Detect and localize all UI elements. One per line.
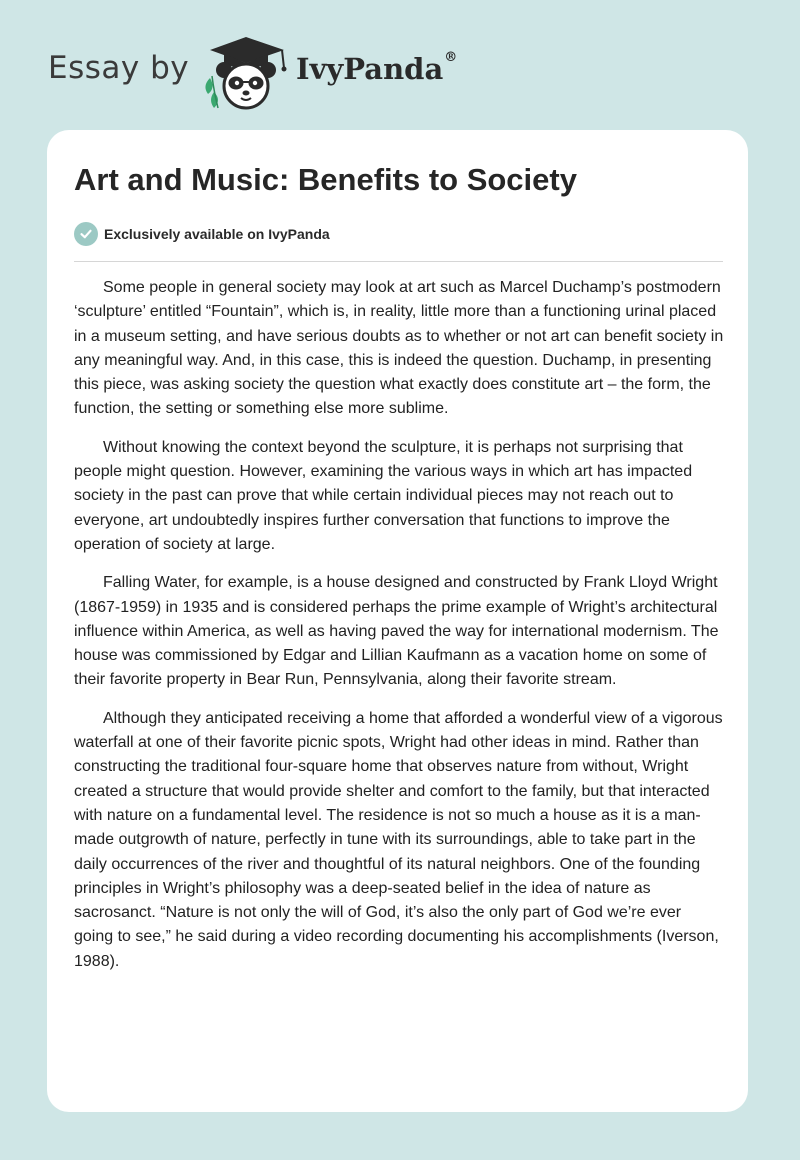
panda-graduate-logo-icon[interactable] [200, 34, 292, 110]
paragraph-1: Some people in general society may look at art such as Marcel Duchamp’s postmodern ‘sculpture’ entitled “Fountain”, which is, in reality, little more than a functioning urinal placed in a museum setting, and have serious doubts as to whether or not art can benefit society in any meaningful way. And, in this case, this is indeed the question. Duchamp, in presenting this piece, was asking society the question what exactly does constitute art – the form, the function, the setting or something else more sublime. [74, 279, 724, 418]
essay-card [47, 130, 748, 1112]
exclusive-badge-label: Exclusively available on IvyPanda [104, 226, 330, 242]
paragraph-4: Although they anticipated receiving a home that afforded a wonderful view of a vigorous waterfall at one of their favorite picnic spots, Wright had other ideas in mind. Rather than constructing the traditional four-square home that observes nature from without, Wright created a structure that would provide shelter and comfort to the family, but that interacted with nature on a fundamental level. The residence is not so much a house as it is a man-made outgrowth of nature, perfectly in tune with its surroundings, able to take part in the daily occurrences of the river and thoughtful of its natural neighbors. One of the founding principles in Wright’s philosophy was a deep-seated belief in the idea of nature as sacrosanct. “Nature is not only the will of God, it’s also the only part of God we’re ever going to see,” he said during a video recording documenting his accomplishments (Iverson, 1988). [74, 709, 723, 970]
essay-body [74, 276, 724, 988]
title-divider [74, 261, 723, 262]
check-circle-icon [74, 222, 98, 246]
paragraph-3: Falling Water, for example, is a house designed and constructed by Frank Lloyd Wright (1867-1959) in 1935 and is considered perhaps the prime example of Wright’s architectural influence within America, as well as having paved the way for international modernism. The house was commissioned by Edgar and Lillian Kaufmann as a vacation home on some of their favorite property in Bear Run, Pennsylvania, along their favorite stream. [74, 574, 719, 689]
exclusive-badge [74, 222, 330, 246]
site-header [0, 0, 800, 130]
essay-by-label: Essay by [48, 50, 190, 86]
paragraph-2: Without knowing the context beyond the sculpture, it is perhaps not surprising that people might question. However, examining the various ways in which art has impacted society in the past can prove that while certain individual pieces may not reach out to everyone, art undoubtedly inspires further conversation that functions to improve the operation of society at large. [74, 438, 693, 553]
brand-name[interactable]: IvyPanda® [296, 50, 458, 86]
registered-mark: ® [444, 50, 458, 65]
page-title: Art and Music: Benefits to Society [74, 162, 577, 197]
